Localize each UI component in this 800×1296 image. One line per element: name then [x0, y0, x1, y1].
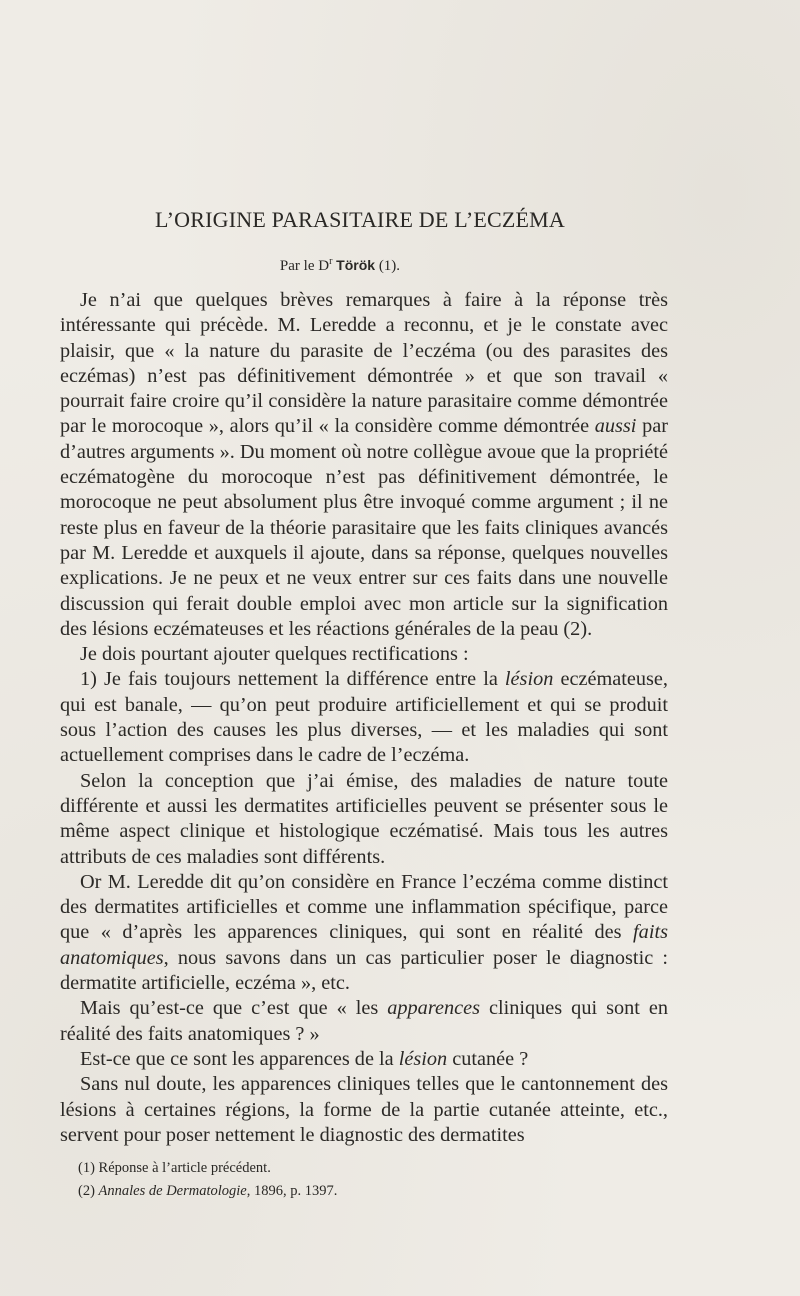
paragraph-5	[60, 870, 668, 996]
paragraph-5-emphasis: faits anatomiques	[60, 921, 668, 969]
paragraph-5-text-b: , nous savons dans un cas particulier poser le diagnostic : dermatite artificielle, eczéma », etc.	[60, 946, 668, 995]
paragraph-7-text-a: Est-ce que ce sont les apparences de la	[80, 1047, 399, 1070]
paragraph-3-emphasis: lésion	[504, 668, 554, 691]
footnote-2-number: (2)	[78, 1183, 99, 1199]
footnote-2-citation: , 1896, p. 1397.	[246, 1183, 338, 1199]
paragraph-6-text-b: cliniques qui sont en réalité des faits anatomiques ? »	[60, 997, 668, 1045]
paragraph-7-emphasis: lésion	[398, 1047, 448, 1070]
paragraph-5-text-a: Or M. Leredde dit qu’on considère en France l’eczéma comme distinct des dermatites artificielles et comme une inflammation spécifique, parce que « d’après les apparences cliniques, qui sont en réalité des	[60, 870, 668, 944]
paragraph-3	[60, 667, 668, 768]
paragraph-8: Sans nul doute, les apparences cliniques telles que le cantonnement des lésions à certaines régions, la forme de la partie cutanée atteinte, etc., servent pour poser nettement le diagnostic des dermatites	[60, 1073, 668, 1146]
paragraph-2: Je dois pourtant ajouter quelques rectifications :	[80, 643, 469, 666]
footnote-2-journal: Annales de Dermatologie	[98, 1183, 247, 1199]
paragraph-1-text-a: Je n’ai que quelques brèves remarques à faire à la réponse très intéressante qui précède. M. Leredde a reconnu, et je le constate avec plaisir, que « la nature du parasite de l’eczéma (ou des parasites des eczémas) n’est pas définitivement démontrée » et que son travail « pourrait faire croire qu’il considère la nature parasitaire comme démontrée par le morocoque », alors qu’il « la considère comme démontrée	[60, 289, 668, 438]
paragraph-1-emphasis: aussi	[594, 415, 637, 438]
paragraph-7-text-b: cutanée ?	[447, 1047, 529, 1070]
footnote-2	[78, 1180, 668, 1203]
byline-prefix: Par le D	[279, 258, 330, 274]
footnote-ref-1: (1).	[378, 258, 401, 274]
paragraph-6-emphasis: apparences	[387, 997, 480, 1020]
byline	[140, 256, 540, 275]
paragraph-3-text-b: eczémateuse, qui est banale, — qu’on peut produire artificiellement et qui se produit sous l’action des causes les plus diverses, — et les maladies qui sont actuellement comprises dans le cadre de l’eczéma.	[60, 668, 668, 767]
byline-superscript: r	[329, 256, 333, 267]
paragraph-3-text-a: 1) Je fais toujours nettement la différence entre la	[80, 668, 505, 691]
paragraph-7	[60, 1047, 668, 1072]
paragraph-6-text-a: Mais qu’est-ce que c’est que « les	[80, 997, 388, 1020]
article-body	[60, 288, 668, 1148]
paragraph-1	[60, 288, 668, 642]
paragraph-4: Selon la conception que j’ai émise, des maladies de nature toute différente et aussi les dermatites artificielles peuvent se présenter sous le même aspect clinique et histologique eczématisé. Mais tous les autres attributs de ces maladies sont différents.	[60, 769, 668, 868]
footnotes	[78, 1157, 668, 1203]
paragraph-1-text-b: par d’autres arguments ». Du moment où notre collègue avoue que la propriété eczématogène du morocoque n’est pas définitivement démontrée, le morocoque ne peut absolument plus être invoqué comme argument ; il ne reste plus en faveur de la théorie parasitaire que les faits cliniques avancés par M. Leredde et auxquels il ajoute, dans sa réponse, quelques nouvelles explications. Je ne peux et ne veux entrer sur ces faits dans une nouvelle discussion qui ferait double emploi avec mon article sur la signification des lésions eczémateuses et les réactions générales de la peau (2).	[60, 415, 668, 640]
footnote-1: (1) Réponse à l’article précédent.	[78, 1160, 271, 1176]
article-title: L’ORIGINE PARASITAIRE DE L’ECZÉMA	[154, 207, 565, 232]
paragraph-6	[60, 996, 668, 1047]
author-name: Török	[336, 257, 376, 273]
